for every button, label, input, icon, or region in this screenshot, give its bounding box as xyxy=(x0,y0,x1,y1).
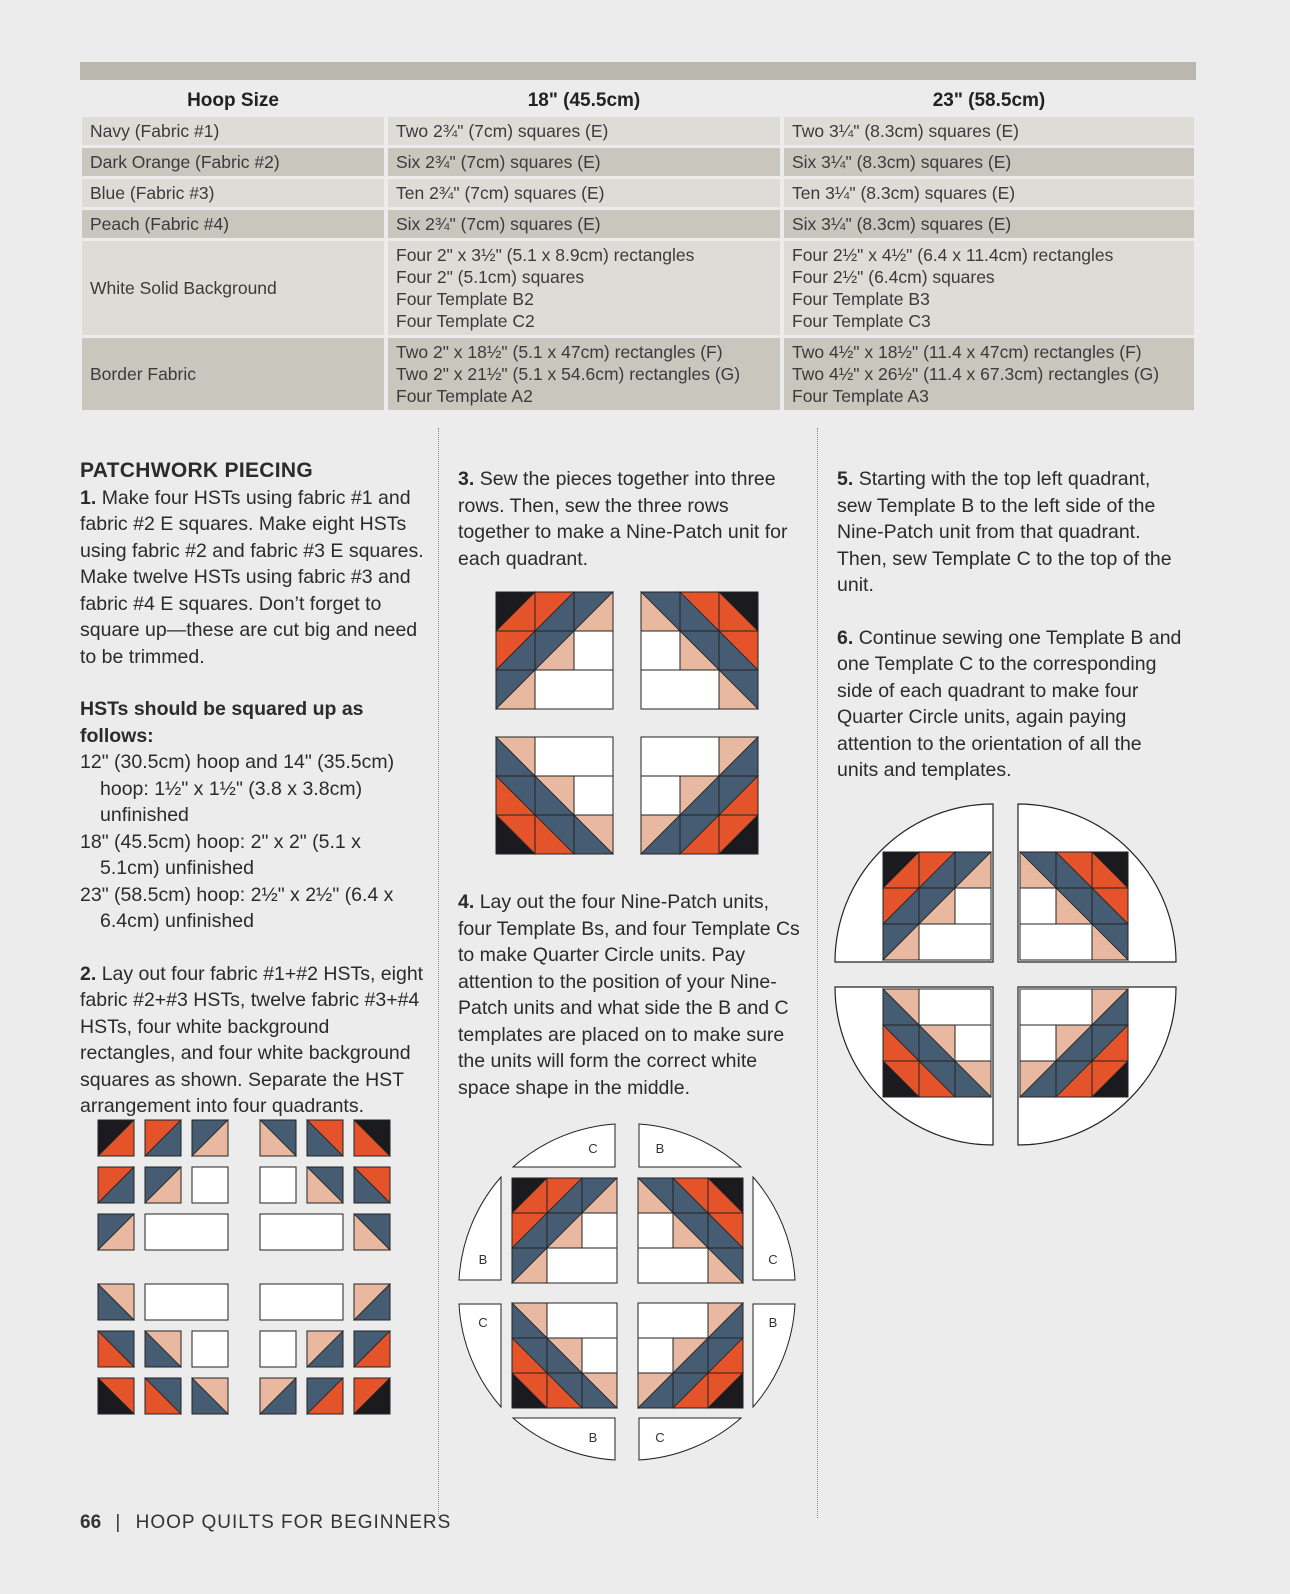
hst-block xyxy=(496,592,535,631)
hst-block xyxy=(354,1120,390,1156)
template-piece xyxy=(753,1304,795,1407)
step-text: Make four HSTs using fabric #1 and fabric #2 E squares. Make eight HSTs using fabric #2 and fabric #3 E squares. Make twelve HSTs using fabric #3 and fabric #4 E squares. Don’t forget to square up—these are cut big and need to be trimmed. xyxy=(80,486,424,668)
hst-block xyxy=(535,592,574,631)
template-piece xyxy=(513,1418,615,1460)
template-label: C xyxy=(655,1430,665,1445)
hst-block xyxy=(496,776,535,815)
hst-block xyxy=(354,1167,390,1203)
cell-line: Four Template A2 xyxy=(396,386,533,406)
white-square xyxy=(1020,1025,1056,1061)
hst-block xyxy=(1092,1061,1128,1097)
cell-18 xyxy=(388,117,780,145)
hst-block xyxy=(919,888,955,924)
white-rectangle xyxy=(1020,989,1092,1025)
hst-block xyxy=(719,776,758,815)
quarter-circle-unit xyxy=(1018,987,1176,1145)
hst-block xyxy=(307,1378,343,1414)
hst-block xyxy=(512,1248,547,1283)
hst-block xyxy=(883,1025,919,1061)
template-piece xyxy=(753,1177,795,1280)
cell-line: Four Template C2 xyxy=(396,311,535,331)
white-square xyxy=(192,1331,228,1367)
table-header-row xyxy=(82,87,1194,114)
white-square xyxy=(574,776,613,815)
step-number: 6. xyxy=(837,626,854,649)
nine-patch-unit xyxy=(638,1178,743,1283)
quarter-circle-layout-diagram xyxy=(455,1120,805,1470)
hst-line: 23" (58.5cm) hoop: 2½" x 2½" (6.4 x 6.4cm) unfinished xyxy=(80,883,394,932)
hst-block xyxy=(145,1378,181,1414)
step-text: Lay out four fabric #1+#2 HSTs, eight fabric #2+#3 HSTs, twelve fabric #3+#4 HSTs, four white background rectangles, and four white background squares as shown. Separate the HST arrangement into four quadrants. xyxy=(80,962,424,1117)
white-square xyxy=(638,1213,673,1248)
hst-block xyxy=(883,888,919,924)
hst-block xyxy=(708,1213,743,1248)
hst-block xyxy=(708,1248,743,1283)
cell-23 xyxy=(784,338,1194,410)
cell-23 xyxy=(784,148,1194,176)
cell-line: Two 2" x 21½" (5.1 x 54.6cm) rectangles (G) xyxy=(396,364,741,384)
nine-patch-unit xyxy=(883,852,991,960)
hst-block xyxy=(1056,1061,1092,1097)
hst-block xyxy=(145,1331,181,1367)
cell-line: Four 2½" x 4½" (6.4 x 11.4cm) rectangles xyxy=(792,245,1114,265)
hst-block xyxy=(192,1378,228,1414)
hst-block xyxy=(1020,1061,1056,1097)
white-rectangle xyxy=(1020,924,1092,960)
step-number: 1. xyxy=(80,486,97,509)
fabric-label: Navy (Fabric #1) xyxy=(82,117,384,145)
step-1 xyxy=(80,485,425,671)
nine-patch-unit xyxy=(638,1303,743,1408)
step-text: Starting with the top left quadrant, sew Template B to the left side of the Nine-Patch unit from that quadrant. Then, sew Template C to the top of the unit. xyxy=(837,468,1172,596)
hst-block xyxy=(883,1061,919,1097)
hst-block xyxy=(719,737,758,776)
white-rectangle xyxy=(919,924,991,960)
step-text: Sew the pieces together into three rows. Then, sew the three rows together to make a Nine-Patch unit for each quadrant. xyxy=(458,468,788,570)
hst-block xyxy=(708,1178,743,1213)
hst-block xyxy=(1092,888,1128,924)
cell-18 xyxy=(388,241,780,335)
hst-line: 12" (30.5cm) hoop and 14" (35.5cm) hoop: 1½" x 1½" (3.8 x 3.8cm) unfinished xyxy=(80,751,395,826)
header-hoop-size: Hoop Size xyxy=(187,90,279,111)
step-text: Continue sewing one Template B and one Template C to the corresponding side of each quadrant to make four Quarter Circle units, again paying attention to the orientation of all the units and templates. xyxy=(837,626,1182,781)
template-piece xyxy=(639,1418,741,1460)
white-square xyxy=(955,1025,991,1061)
hst-block xyxy=(512,1178,547,1213)
cell-18 xyxy=(388,338,780,410)
hst-block xyxy=(512,1373,547,1408)
hst-block xyxy=(719,670,758,709)
hst-block xyxy=(919,1061,955,1097)
white-square xyxy=(955,888,991,924)
nine-patch-unit xyxy=(496,592,613,709)
table-row xyxy=(82,338,1194,410)
table-row xyxy=(82,117,1194,145)
hst-block xyxy=(680,776,719,815)
hst-block xyxy=(574,815,613,854)
column-left xyxy=(80,458,425,1120)
step-6 xyxy=(837,625,1182,784)
hst-block xyxy=(145,1167,181,1203)
hst-block xyxy=(708,1373,743,1408)
hst-block xyxy=(260,1120,296,1156)
hst-block xyxy=(1020,852,1056,888)
template-shape xyxy=(513,1124,615,1167)
white-rectangle xyxy=(535,670,613,709)
hst-block xyxy=(512,1303,547,1338)
cutting-table xyxy=(78,84,1198,413)
cell-23 xyxy=(784,210,1194,238)
step-3 xyxy=(458,466,803,572)
footer-separator: | xyxy=(115,1512,122,1533)
cell-line: Two 4½" x 18½" (11.4 x 47cm) rectangles (F) xyxy=(792,342,1142,362)
white-rectangle xyxy=(145,1214,228,1250)
column-right xyxy=(837,466,1182,784)
hst-block xyxy=(547,1178,582,1213)
hst-block xyxy=(883,924,919,960)
hst-block xyxy=(307,1167,343,1203)
template-label: B xyxy=(588,1430,598,1445)
fabric-label: Blue (Fabric #3) xyxy=(82,179,384,207)
hst-block xyxy=(98,1120,134,1156)
column-divider xyxy=(817,428,818,1518)
cell-line: Ten 2¾" (7cm) squares (E) xyxy=(396,183,605,203)
section-heading: PATCHWORK PIECING xyxy=(80,459,313,482)
step-text: Lay out the four Nine-Patch units, four Template Bs, and four Template Cs to make Quarter Circle units. Pay attention to the position of your Nine-Patch units and what side the B and C templates are placed on to make sure the units will form the correct white space shape in the middle. xyxy=(458,891,800,1099)
step-4 xyxy=(458,889,803,1101)
nine-patch-diagram xyxy=(490,585,770,865)
hst-block xyxy=(547,1213,582,1248)
table-row xyxy=(82,179,1194,207)
cell-line: Two 2¾" (7cm) squares (E) xyxy=(396,121,609,141)
white-square xyxy=(582,1213,617,1248)
cell-23 xyxy=(784,179,1194,207)
cell-23 xyxy=(784,241,1194,335)
hst-block xyxy=(547,1373,582,1408)
template-piece xyxy=(459,1304,501,1407)
template-label: C xyxy=(588,1141,598,1156)
white-square xyxy=(641,776,680,815)
cell-line: Two 3¼" (8.3cm) squares (E) xyxy=(792,121,1019,141)
fabric-label: Peach (Fabric #4) xyxy=(82,210,384,238)
hst-block xyxy=(1092,852,1128,888)
template-shape xyxy=(639,1124,741,1167)
hst-block xyxy=(1056,1025,1092,1061)
white-rectangle xyxy=(641,670,719,709)
quarter-circle-unit xyxy=(835,987,993,1145)
hst-block xyxy=(582,1373,617,1408)
template-label: C xyxy=(478,1315,488,1330)
hst-block xyxy=(883,852,919,888)
hst-block xyxy=(638,1178,673,1213)
hst-block xyxy=(680,631,719,670)
white-square xyxy=(1020,888,1056,924)
step-number: 3. xyxy=(458,468,475,490)
white-square xyxy=(192,1167,228,1203)
hst-block xyxy=(641,592,680,631)
cell-18 xyxy=(388,148,780,176)
hst-block xyxy=(535,815,574,854)
hst-block xyxy=(260,1378,296,1414)
hst-line: 18" (45.5cm) hoop: 2" x 2" (5.1 x 5.1cm) unfinished xyxy=(80,830,361,879)
nine-patch-unit xyxy=(98,1284,228,1414)
template-piece xyxy=(639,1124,741,1167)
template-piece xyxy=(513,1124,615,1167)
hst-block xyxy=(919,1025,955,1061)
step-number: 4. xyxy=(458,891,475,913)
template-label: B xyxy=(655,1141,665,1156)
hst-block xyxy=(719,815,758,854)
hst-block xyxy=(582,1178,617,1213)
nine-patch-unit xyxy=(1020,852,1128,960)
cell-line: Four Template A3 xyxy=(792,386,929,406)
cell-line: Four Template C3 xyxy=(792,311,931,331)
cell-line: Four Template B3 xyxy=(792,289,930,309)
hst-block xyxy=(1092,1025,1128,1061)
hst-block xyxy=(680,815,719,854)
table-top-rule xyxy=(80,62,1196,80)
hst-block xyxy=(98,1284,134,1320)
hst-block xyxy=(354,1378,390,1414)
hst-block xyxy=(1056,852,1092,888)
template-label: B xyxy=(768,1315,778,1330)
template-label: C xyxy=(768,1252,778,1267)
hst-block xyxy=(307,1120,343,1156)
nine-patch-unit xyxy=(512,1303,617,1408)
hst-block xyxy=(955,1061,991,1097)
hst-block xyxy=(1092,924,1128,960)
table-row xyxy=(82,210,1194,238)
cell-line: Two 4½" x 26½" (11.4 x 67.3cm) rectangles (G) xyxy=(792,364,1160,384)
hst-block xyxy=(145,1120,181,1156)
hst-subheading: HSTs should be squared up as follows: xyxy=(80,698,364,747)
hst-block xyxy=(919,852,955,888)
hst-block xyxy=(955,852,991,888)
hst-block xyxy=(98,1167,134,1203)
quarter-circle-unit xyxy=(835,804,993,962)
template-shape xyxy=(513,1418,615,1460)
cell-line: Six 2¾" (7cm) squares (E) xyxy=(396,152,601,172)
hst-block xyxy=(708,1303,743,1338)
hst-block xyxy=(574,592,613,631)
hst-block xyxy=(98,1214,134,1250)
white-rectangle xyxy=(547,1303,617,1338)
table-row xyxy=(82,241,1194,335)
step-number: 2. xyxy=(80,962,97,985)
hst-block xyxy=(535,776,574,815)
table-row xyxy=(82,148,1194,176)
hst-block xyxy=(535,631,574,670)
hst-block xyxy=(98,1331,134,1367)
cell-line: Six 3¼" (8.3cm) squares (E) xyxy=(792,214,1012,234)
book-title: HOOP QUILTS FOR BEGINNERS xyxy=(135,1512,452,1533)
header-23: 23" (58.5cm) xyxy=(932,90,1046,111)
hst-layout-diagram xyxy=(90,1112,400,1422)
nine-patch-unit xyxy=(260,1120,390,1250)
hst-block xyxy=(354,1214,390,1250)
white-rectangle xyxy=(145,1284,228,1320)
hst-block xyxy=(673,1338,708,1373)
hst-block xyxy=(496,631,535,670)
hst-block xyxy=(719,592,758,631)
hst-block xyxy=(98,1378,134,1414)
nine-patch-unit xyxy=(641,592,758,709)
nine-patch-unit xyxy=(496,737,613,854)
nine-patch-unit xyxy=(883,989,991,1097)
template-label: B xyxy=(478,1252,488,1267)
header-18: 18" (45.5cm) xyxy=(527,90,641,111)
white-rectangle xyxy=(638,1303,708,1338)
template-piece xyxy=(459,1177,501,1280)
white-rectangle xyxy=(638,1248,708,1283)
hst-block xyxy=(192,1120,228,1156)
cell-line: Two 2" x 18½" (5.1 x 47cm) rectangles (F) xyxy=(396,342,723,362)
white-square xyxy=(260,1167,296,1203)
nine-patch-unit xyxy=(641,737,758,854)
cell-line: Ten 3¼" (8.3cm) squares (E) xyxy=(792,183,1016,203)
white-rectangle xyxy=(547,1248,617,1283)
step-2 xyxy=(80,961,425,1120)
cell-line: Six 3¼" (8.3cm) squares (E) xyxy=(792,152,1012,172)
white-square xyxy=(638,1338,673,1373)
cell-line: Four 2" x 3½" (5.1 x 8.9cm) rectangles xyxy=(396,245,695,265)
fabric-label: White Solid Background xyxy=(82,241,384,335)
hst-block xyxy=(512,1213,547,1248)
page-footer xyxy=(80,1512,451,1534)
white-square xyxy=(582,1338,617,1373)
hst-block xyxy=(354,1284,390,1320)
hst-block xyxy=(496,815,535,854)
hst-block xyxy=(307,1331,343,1367)
fabric-label: Border Fabric xyxy=(82,338,384,410)
nine-patch-unit xyxy=(260,1284,390,1414)
white-square xyxy=(574,631,613,670)
cell-line: Four 2" (5.1cm) squares xyxy=(396,267,585,287)
white-square xyxy=(641,631,680,670)
cell-line: Four 2½" (6.4cm) squares xyxy=(792,267,995,287)
column-middle xyxy=(458,466,803,572)
page-number: 66 xyxy=(80,1512,102,1533)
nine-patch-unit xyxy=(98,1120,228,1250)
quarter-circle-unit xyxy=(1018,804,1176,962)
step-number: 5. xyxy=(837,468,854,490)
cell-18 xyxy=(388,179,780,207)
hst-block xyxy=(673,1178,708,1213)
nine-patch-unit xyxy=(512,1178,617,1283)
cell-23 xyxy=(784,117,1194,145)
column-middle-lower xyxy=(458,889,803,1101)
hst-block xyxy=(673,1373,708,1408)
hst-block xyxy=(708,1338,743,1373)
hst-block xyxy=(512,1338,547,1373)
cell-line: Four Template B2 xyxy=(396,289,534,309)
hst-block xyxy=(680,592,719,631)
white-rectangle xyxy=(535,737,613,776)
cell-line: Six 2¾" (7cm) squares (E) xyxy=(396,214,601,234)
white-rectangle xyxy=(260,1284,343,1320)
column-divider xyxy=(438,428,439,1518)
hst-block xyxy=(641,815,680,854)
hst-block xyxy=(496,737,535,776)
fabric-label: Dark Orange (Fabric #2) xyxy=(82,148,384,176)
hst-block xyxy=(496,670,535,709)
hst-block xyxy=(1056,888,1092,924)
step-5 xyxy=(837,466,1182,599)
hst-block xyxy=(638,1373,673,1408)
white-rectangle xyxy=(919,989,991,1025)
hst-block xyxy=(719,631,758,670)
white-square xyxy=(260,1331,296,1367)
template-shape xyxy=(639,1418,741,1460)
hst-block xyxy=(354,1331,390,1367)
white-rectangle xyxy=(641,737,719,776)
hst-block xyxy=(547,1338,582,1373)
cell-18 xyxy=(388,210,780,238)
hst-block xyxy=(1092,989,1128,1025)
white-rectangle xyxy=(260,1214,343,1250)
quarter-circle-units-diagram xyxy=(835,800,1185,1150)
hst-block xyxy=(673,1213,708,1248)
hst-block xyxy=(883,989,919,1025)
nine-patch-unit xyxy=(1020,989,1128,1097)
